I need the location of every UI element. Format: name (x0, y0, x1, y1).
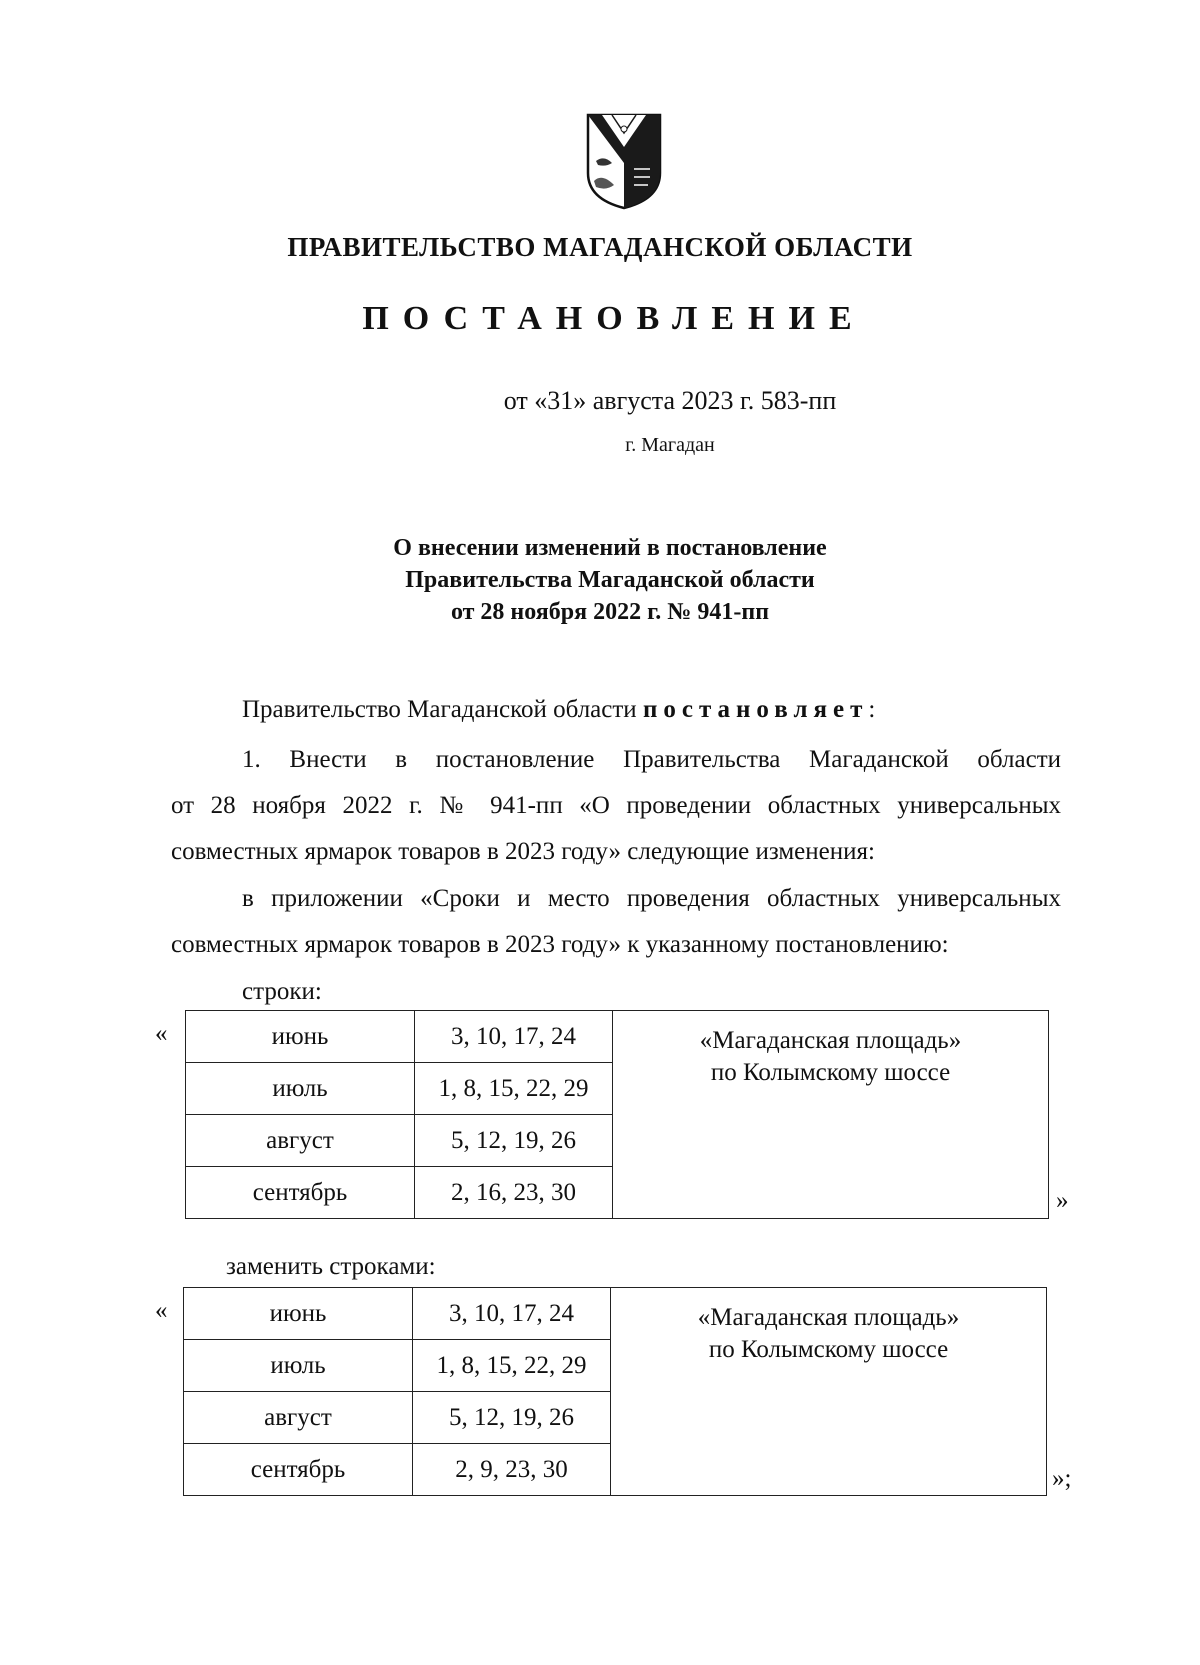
days-cell: 2, 9, 23, 30 (413, 1444, 611, 1496)
schedule-table-old (185, 1010, 1049, 1219)
place-line: по Колымскому шоссе (708, 1336, 949, 1363)
days-cell: 3, 10, 17, 24 (413, 1288, 611, 1340)
quote-close: » (1056, 1187, 1069, 1214)
month-cell: июль (184, 1340, 413, 1392)
quote-close: »; (1052, 1465, 1072, 1492)
place-line: «Магаданская площадь» (697, 1304, 960, 1331)
preamble-colon: : (868, 696, 876, 723)
quote-open: « (155, 1020, 168, 1047)
appendix-paragraph (171, 876, 1061, 968)
paragraph-line: в приложении «Сроки и место проведения областных универсальных (242, 885, 1061, 912)
document-subject (0, 532, 1200, 628)
table-row (186, 1011, 1049, 1063)
days-cell: 5, 12, 19, 26 (413, 1392, 611, 1444)
document-type: ПОСТАНОВЛЕНИЕ (362, 300, 866, 337)
subject-line: О внесении изменений в постановление (393, 535, 827, 561)
schedule-table-new (183, 1287, 1047, 1496)
paragraph-line: 1. Внести в постановление Правительства Магаданской области (242, 746, 1061, 773)
preamble-text: Правительство Магаданской области (242, 696, 637, 723)
place-line: по Колымскому шоссе (710, 1059, 951, 1086)
days-cell: 2, 16, 23, 30 (415, 1167, 613, 1219)
preamble-verb: постановляет (642, 696, 869, 723)
month-cell: июнь (186, 1011, 415, 1063)
document-place: г. Магадан (625, 434, 715, 456)
month-cell: сентябрь (184, 1444, 413, 1496)
item-1-paragraph (171, 737, 1061, 875)
month-cell: июль (186, 1063, 415, 1115)
month-cell: август (184, 1392, 413, 1444)
quote-open: « (155, 1297, 168, 1324)
month-cell: сентябрь (186, 1167, 415, 1219)
coat-of-arms-emblem (584, 111, 664, 211)
paragraph-line: совместных ярмарок товаров в 2023 году» к указанному постановлению: (171, 931, 949, 958)
paragraph-line: от 28 ноября 2022 г. № 941-пп «О проведении областных универсальных (171, 792, 1061, 819)
subject-line: Правительства Магаданской области (405, 567, 815, 593)
place-line: «Магаданская площадь» (699, 1027, 962, 1054)
days-cell: 1, 8, 15, 22, 29 (413, 1340, 611, 1392)
paragraph-line: совместных ярмарок товаров в 2023 году» следующие изменения: (171, 838, 875, 865)
month-cell: август (186, 1115, 415, 1167)
organization-name: ПРАВИТЕЛЬСТВО МАГАДАНСКОЙ ОБЛАСТИ (287, 232, 913, 262)
resolution-preamble (242, 687, 875, 733)
place-cell (613, 1011, 1049, 1219)
subject-line: от 28 ноября 2022 г. № 941-пп (450, 599, 770, 625)
days-cell: 5, 12, 19, 26 (415, 1115, 613, 1167)
label-replace: заменить строками: (226, 1253, 436, 1280)
table-row (184, 1288, 1047, 1340)
days-cell: 1, 8, 15, 22, 29 (415, 1063, 613, 1115)
place-cell (611, 1288, 1047, 1496)
month-cell: июнь (184, 1288, 413, 1340)
document-date-number: от «31» августа 2023 г. 583-пп (503, 386, 837, 415)
days-cell: 3, 10, 17, 24 (415, 1011, 613, 1063)
label-rows: строки: (242, 978, 322, 1005)
